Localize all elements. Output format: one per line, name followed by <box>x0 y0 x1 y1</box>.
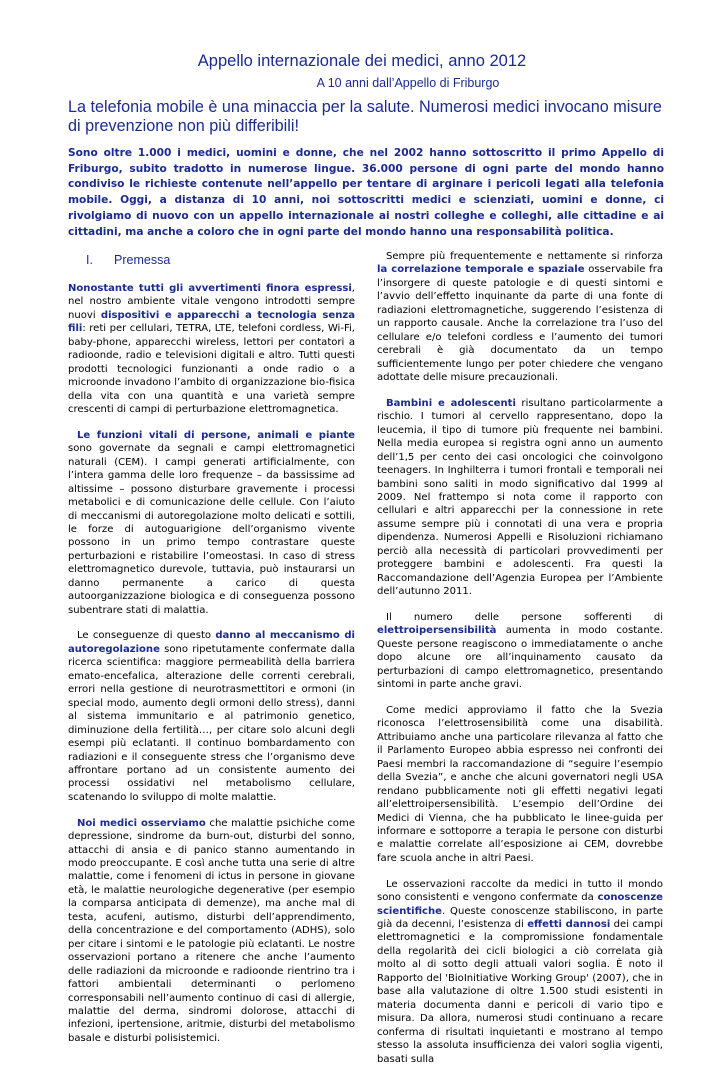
body-text: Come medici approviamo il fatto che la Svezia riconosca l’elettrosensibilità come una disabilità. Attribuiamo anche una particolare rilevanza al fatto che il Parlamento Europeo abbia espresso nei confronti dei Paesi membri la raccomandazione di “seguire l’esempio della Svezia”, e anche che alcuni governatori negli USA rendano pubblicamente noti gli effetti negativi legati all’elettroipersensibilità. L’esempio dell’Ordine dei Medici di Vienna, che ha pubblicato le linee-guida per informare e sottoporre a terapia le persone con disturbi e malattie correlate all’esposizione ai CEM, dovrebbe fare scuola anche in altri Paesi. <box>377 704 663 864</box>
intro-paragraph: Sono oltre 1.000 i medici, uomini e donne, che nel 2002 hanno sottoscritto il primo Appello di Friburgo, subito tradotto in numerose lingue. 36.000 persone di ogni parte del mondo hanno condiviso le richieste contenute nell’appello per tentare di arginare i pericoli legati alla telefonia mobile. Oggi, a distanza di 10 anni, noi sottoscritti medici e scienziati, uomini e donne, ci rivolgiamo di nuovo con un appello internazionale ai nostri colleghe e colleghi, alle cittadine e ai cittadini, ma anche a coloro che in ogni parte del mondo hanno una responsabilità politica. <box>68 147 664 238</box>
right-paragraph-2 <box>377 397 663 599</box>
highlight-text: elettroipersensibilità <box>377 625 497 637</box>
highlight-text: la correlazione temporale e spaziale <box>377 264 585 276</box>
headline: La telefonia mobile è una minaccia per la salute. Numerosi medici invocano misure di prevenzione non più differibili! <box>68 98 662 135</box>
highlight-text: Noi medici osserviamo <box>77 817 206 829</box>
left-paragraph-3 <box>68 629 355 804</box>
body-text: , nel nostro ambiente vitale vengono introdotti sempre nuovi <box>68 283 355 321</box>
right-paragraph-3 <box>377 611 663 692</box>
section-title: Premessa <box>114 253 171 267</box>
left-paragraph-1 <box>68 282 355 417</box>
highlight-text: conoscenze scientifiche <box>377 892 663 917</box>
document-subtitle: A 10 anni dall’Appello di Friburgo <box>316 76 500 90</box>
body-text: Il numero delle persone sofferenti di <box>386 611 663 623</box>
left-column <box>68 250 355 1058</box>
body-text: aumenta in modo costante. Queste persone reagiscono o immediatamente o anche dopo alcune ore all’inquinamento causato da perturbazioni di campo elettromagnetico, presentando sintomi in parte anche gravi. <box>377 625 663 691</box>
body-text: osservabile fra l’insorgere di queste patologie e di questi sintomi e l’avvio dell’effetto inquinante da parte di una fonte di radiazioni elettromagnetiche, suggerendo l’esistenza di un rapporto causale. Anche la correlazione tra l’uso del cellulare e/o telefoni cordless e l’aumento dei tumori cerebrali è già documentato da un tempo sufficientemente lungo per poter chiedere che vengano adottate delle misure precauzionali. <box>377 264 663 384</box>
document-title: Appello internazionale dei medici, anno 2012 <box>197 52 527 70</box>
body-text: sono governate da segnali e campi elettromagnetici naturali (CEM). I campi generati artificialmente, con l’intera gamma delle loro frequenze – da bassissime ad altissime – possono disturbare gravemente i processi metabolici e di comunicazione delle cellule. Con l’aiuto di meccanismi di autoregolazione molto delicati e sottili, le forze di autoguarigione dell’organismo vivente possono in un primo tempo contrastare queste perturbazioni e ristabilire l’omeostasi. In caso di stress elettromagnetico durevole, tuttavia, può instaurarsi un danno permanente a carico di questa autoorganizzazione biologica e di conseguenza possono subentrare stati di malattia. <box>68 443 355 616</box>
right-column <box>377 250 663 1078</box>
body-text: Le conseguenze di questo <box>77 630 216 642</box>
highlight-text: Bambini e adolescenti <box>386 397 516 409</box>
body-text: . Queste conoscenze stabiliscono, in parte già da decenni, l’esistenza di <box>377 905 663 931</box>
right-paragraph-4 <box>377 704 663 865</box>
body-text: che malattie psichiche come depressione, sindrome da burn-out, disturbi del sonno, attacchi di ansia e di panico stanno aumentando in modo preoccupante. E così anche tutta una serie di altre malattie, come i fenomeni di ictus in persone in giovane età, le malattie neurologiche degenerative (per esempio la comparsa anticipata di demenze), ma anche mal di testa, acufeni, autismo, disturbi dell’apprendimento, della concentrazione e del comportamento (ADHS), solo per citare i sintomi e le patologie più eclatanti. Le nostre osservazioni portano a ritenere che anche l’aumento delle radiazioni da microonde e radioonde rientrino tra i fattori ambientali determinanti o perlomeno corresponsabili nell’aumento continuo di casi di allergie, malattie del derma, sindromi dolorose, attacchi di infezioni, ipertensione, aritmie, disturbi del metabolismo basale e disturbi polisistemici. <box>68 817 355 1044</box>
highlight-text: dispositivi e apparecchi a tecnologia senza fili <box>68 309 355 335</box>
left-paragraph-4 <box>68 817 355 1046</box>
left-paragraph-2 <box>68 429 355 617</box>
body-text: : reti per cellulari, TETRA, LTE, telefoni cordless, Wi-Fi, baby-phone, apparecchi wireless, lettori per contatori a radioonde, radio e televisioni digitali e altro. Tutti questi prodotti tecnologici funzionanti a onde radio o a microonde invadono l’ambito di organizzazione bio-fisica della vita con una quantità e una varietà sempre crescenti di campi di perturbazione elettromagnetica. <box>68 323 355 416</box>
section-heading <box>86 250 355 270</box>
body-text: risultano particolarmente a rischio. I tumori al cervello rappresentano, dopo la leucemia, il tipo di tumore più frequente nei bambini. Nella media europea si registra ogni anno un aumento dell’1,5 per cento dei casi oncologici che coinvolgono teenagers. In Inghilterra i tumori frontali e temporali nei bambini sono saliti in modo significativo dal 1999 al 2009. Nel frattempo si nota come il rapporto con cellulari e altri apparecchi per la connessione in rete assume sempre più i connotati di una vera e propria dipendenza. Numerosi Appelli e Risoluzioni richiamano perciò alla necessità di particolari provvedimenti per proteggere bambini e adolescenti. Fra questi la Raccomandazione dell’Agenzia Europea per l’Ambiente dell’autunno 2011. <box>377 397 663 598</box>
highlight-text: Le funzioni vitali di persone, animali e piante <box>77 429 355 441</box>
highlight-text: danno al meccanismo di autoregolazione <box>68 630 355 655</box>
body-text: sono ripetutamente confermate dalla ricerca scientifica: maggiore permeabilità della barriera emato-encefalica, alterazione delle correnti cerebrali, errori nella gestione di neurotrasmettitori e ormoni (in special modo, aumento degli ormoni dello stress), danni al sistema immunitario e al patrimonio genetico, diminuzione della fertilità…, per citare solo alcuni degli esempi più eclatanti. Il continuo bombardamento con radiazioni e il conseguente stress che l’organismo deve affrontare portano ad un consistente aumento dei processi ossidativi nel metabolismo cellulare, scatenando lo sviluppo di molte malattie. <box>68 643 355 803</box>
body-text: Le osservazioni raccolte da medici in tutto il mondo sono consistenti e vengono confermate da <box>377 878 663 904</box>
right-paragraph-5 <box>377 878 663 1066</box>
highlight-text: Nonostante tutti gli avvertimenti finora espressi <box>68 283 352 294</box>
section-number: I. <box>86 253 93 267</box>
body-text: Sempre più frequentemente e nettamente si rinforza <box>386 251 663 262</box>
body-text: dei campi elettromagnetici e la compromissione fondamentale della regolarità dei cicli biologici a ciò correlata già molto al di sotto degli attuali valori soglia. È noto il Rapporto del 'BioInitiative Working Group' (2007), che in base alla valutazione di oltre 1.500 studi esistenti in materia documenta danni e pericoli di vario tipo e misura. Da allora, numerosi studi continuano a recare conferma di risultati inquietanti e mostrano al tempo stesso la assoluta insufficienza dei valori soglia vigenti, basati sulla <box>377 919 663 1065</box>
highlight-text: effetti dannosi <box>527 919 611 931</box>
right-paragraph-1 <box>377 250 663 385</box>
